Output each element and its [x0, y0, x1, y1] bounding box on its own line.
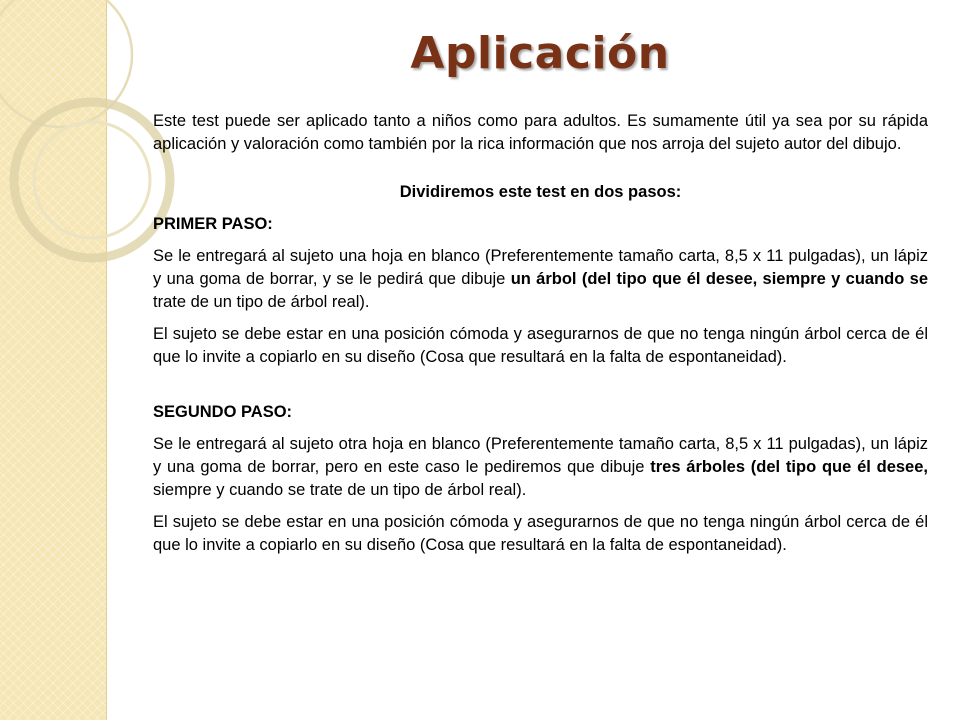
steps-heading: Dividiremos este test en dos pasos:	[399, 183, 682, 201]
step2-paragraph-1	[153, 433, 928, 502]
step2-p1-text-b: siempre y cuando se trate de un tipo de árbol real).	[153, 481, 527, 499]
step1-heading: PRIMER PASO:	[153, 215, 273, 233]
slide-title: Aplicación	[410, 28, 670, 79]
step1-paragraph-2: El sujeto se debe estar en una posición cómoda y asegurarnos de que no tenga ningún árbol cerca de él que lo invite a copiarlo en su diseño (Cosa que resultará en la falta de espontaneidad).	[153, 325, 928, 366]
step2-p1-text-a: Se le entregará al sujeto otra hoja en blanco (Preferentemente tamaño carta, 8,5 x 11 pulgadas), un lápiz y una goma de borrar, pero en este caso le pediremos que dibuje	[153, 435, 928, 476]
step2-heading: SEGUNDO PASO:	[153, 403, 293, 421]
step2-paragraph-2: El sujeto se debe estar en una posición cómoda y asegurarnos de que no tenga ningún árbol cerca de él que lo invite a copiarlo en su diseño (Cosa que resultará en la falta de espontaneidad).	[153, 513, 928, 554]
decorative-ring-middle	[14, 102, 170, 258]
step1-p1-bold: un árbol (del tipo que él desee, siempre y cuando se	[510, 270, 929, 288]
step2-p1-bold: tres árboles (del tipo que él desee,	[650, 458, 928, 476]
step1-p1-text-a: Se le entregará al sujeto una hoja en blanco (Preferentemente tamaño carta, 8,5 x 11 pulgadas), un lápiz y una goma de borrar, y se le pedirá que dibuje	[153, 247, 928, 288]
decorative-ring-inner	[34, 122, 150, 238]
slide-body	[153, 110, 928, 566]
step1-p1-text-b: trate de un tipo de árbol real).	[153, 293, 370, 311]
intro-paragraph: Este test puede ser aplicado tanto a niños como para adultos. Es sumamente útil ya sea por su rápida aplicación y valoración como también por la rica información que nos arroja del sujeto autor del dibujo.	[153, 112, 928, 153]
step1-paragraph-1	[153, 245, 928, 314]
